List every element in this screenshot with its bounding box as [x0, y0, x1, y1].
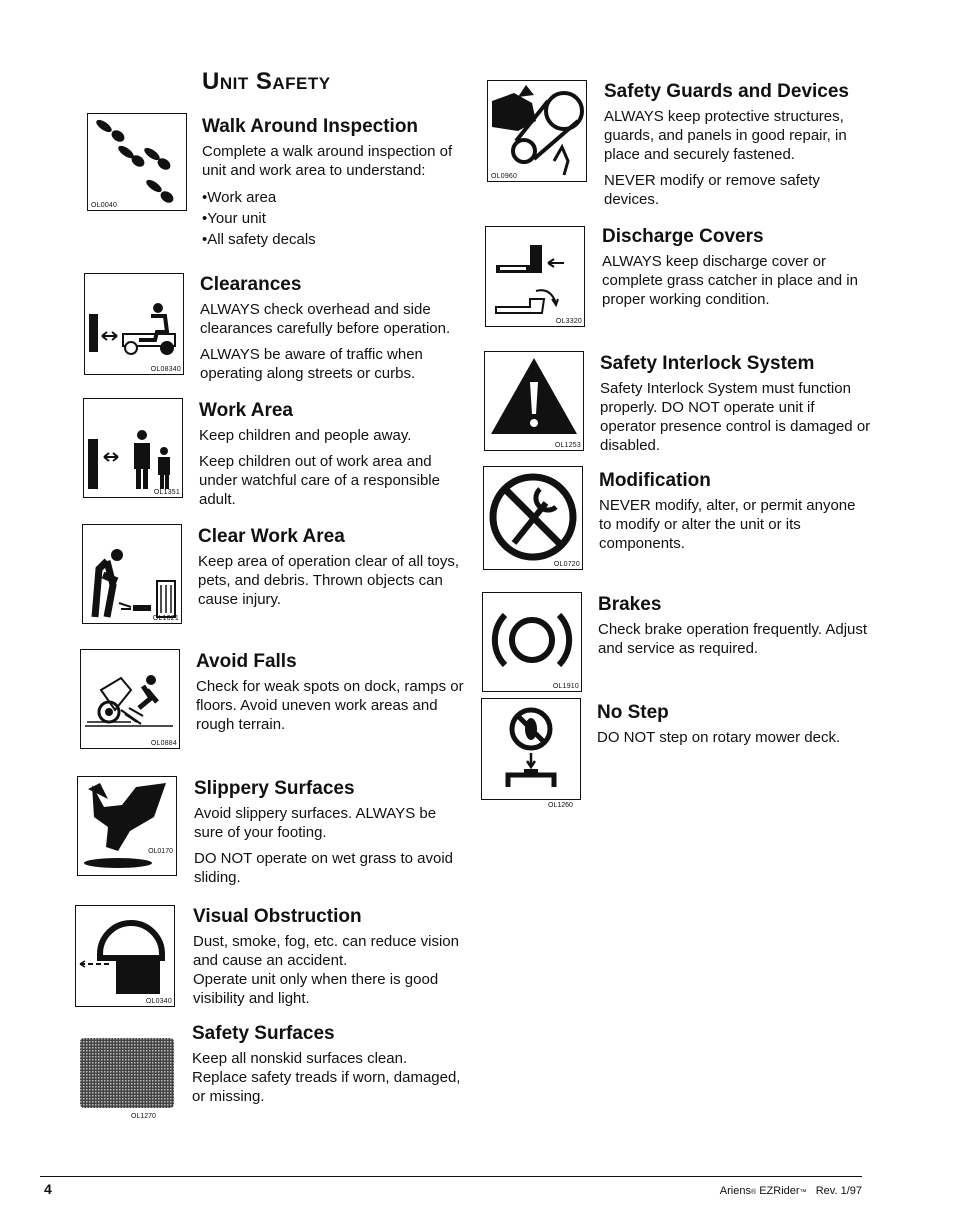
icon-code: OL3320 [555, 318, 582, 325]
icon-code: OL0040 [91, 202, 118, 209]
section-title: Safety Guards and Devices [604, 81, 849, 102]
section-title: No Step [597, 702, 669, 723]
paragraph: Dust, smoke, fog, etc. can reduce vision and cause an accident. [193, 933, 459, 969]
paragraph: ALWAYS keep protective structures, guards, and panels in good repair, in place and securely fastened. [604, 108, 847, 163]
clear-work-area-debris-icon [82, 524, 182, 624]
paragraph: Safety Interlock System must function properly. DO NOT operate unit if operator presence control is damaged or disabled. [600, 380, 871, 454]
work-area-people-icon [83, 398, 183, 498]
icon-code: OL1260 [548, 802, 573, 809]
product-name: EZRider [756, 1185, 800, 1197]
section-modification [599, 470, 871, 560]
paragraph: Complete a walk around inspection of unit and work area to understand: [202, 143, 453, 179]
page-number: 4 [44, 1181, 52, 1197]
footer-divider [40, 1176, 862, 1177]
icon-code: OL0884 [150, 740, 177, 747]
warning-triangle-icon [484, 351, 584, 451]
section-title: Modification [599, 470, 711, 491]
icon-code: OL1351 [153, 489, 180, 496]
clearances-mower-icon [84, 273, 184, 375]
section-safety-interlock-system [600, 353, 872, 462]
section-safety-guards-and-devices [604, 81, 872, 216]
modification-prohibited-wrench-icon [483, 466, 583, 570]
section-title: Safety Interlock System [600, 353, 815, 374]
icon-code: OL0720 [553, 561, 580, 568]
icon-code: OL0340 [145, 998, 172, 1005]
icon-code: OL08340 [150, 366, 181, 373]
brake-icon [482, 592, 582, 692]
icon-code: OL1253 [554, 442, 581, 449]
paragraph: Avoid slippery surfaces. ALWAYS be sure of your footing. [194, 805, 437, 841]
paragraph: Keep area of operation clear of all toys, pets, and debris. Thrown objects can cause injury. [198, 553, 459, 608]
list-item: • Work area [202, 187, 472, 208]
registered-mark: ® [750, 1189, 757, 1196]
list-item: • Your unit [202, 208, 472, 229]
section-brakes [598, 594, 870, 665]
trademark-mark: ™ [799, 1189, 807, 1196]
paragraph: Check for weak spots on dock, ramps or floors. Avoid uneven work areas and rough terrain. [196, 678, 464, 733]
section-title: Brakes [598, 594, 662, 615]
paragraph: ALWAYS keep discharge cover or complete grass catcher in place and in proper working condition. [602, 253, 858, 308]
paragraph: Check brake operation frequently. Adjust and service as required. [598, 621, 868, 657]
footer-brand [720, 1185, 862, 1197]
paragraph: ALWAYS check overhead and side clearances carefully before operation. [200, 301, 451, 337]
section-title: Discharge Covers [602, 226, 764, 247]
paragraph: Operate unit only when there is good visibility and light. [193, 971, 439, 1007]
visual-obstruction-helmet-icon [75, 905, 175, 1007]
icon-code: OL1910 [552, 683, 579, 690]
revision: Rev. 1/97 [815, 1185, 862, 1197]
section-visual-obstruction [193, 906, 465, 1015]
paragraph: Keep all nonskid surfaces clean. Replace safety treads if worn, damaged, or missing. [192, 1050, 461, 1105]
section-walk-around-inspection [202, 116, 472, 250]
discharge-cover-icon [485, 226, 585, 327]
icon-code: OL1021 [152, 615, 179, 622]
section-discharge-covers [602, 226, 870, 316]
paragraph: NEVER modify or remove safety devices. [604, 172, 820, 208]
section-avoid-falls [196, 651, 474, 741]
brand-name: Ariens [719, 1185, 751, 1197]
section-no-step [597, 702, 869, 754]
paragraph: ALWAYS be aware of traffic when operating along streets or curbs. [200, 346, 423, 382]
paragraph: Keep children and people away. [199, 427, 412, 444]
section-title: Clearances [200, 274, 302, 295]
section-title: Avoid Falls [196, 651, 297, 672]
safety-surface-tread-icon [80, 1038, 174, 1108]
section-slippery-surfaces [194, 778, 466, 894]
safety-guards-belt-hand-icon [487, 80, 587, 182]
paragraph: DO NOT step on rotary mower deck. [597, 729, 841, 746]
avoid-falls-tipping-mower-icon [80, 649, 180, 749]
section-safety-surfaces [192, 1023, 464, 1113]
section-clear-work-area [198, 526, 476, 616]
icon-code: OL0170 [148, 848, 173, 855]
icon-code: OL1270 [131, 1113, 156, 1120]
section-title: Clear Work Area [198, 526, 345, 547]
icon-code: OL0960 [491, 173, 518, 180]
paragraph: NEVER modify, alter, or permit anyone to modify or alter the unit or its components. [599, 497, 856, 552]
slippery-surface-foot-icon [77, 776, 177, 876]
section-title: Walk Around Inspection [202, 116, 419, 137]
no-step-icon [481, 698, 581, 800]
section-title: Safety Surfaces [192, 1023, 335, 1044]
paragraph: DO NOT operate on wet grass to avoid sliding. [194, 850, 454, 886]
section-clearances [200, 274, 475, 390]
bullet-list [202, 187, 472, 250]
section-title: Work Area [199, 400, 293, 421]
page-title: Unit Safety [202, 68, 331, 95]
list-item: • All safety decals [202, 229, 472, 250]
paragraph: Keep children out of work area and under watchful care of a responsible adult. [199, 453, 440, 508]
walk-around-footprints-icon [87, 113, 187, 211]
section-work-area [199, 400, 474, 516]
section-title: Slippery Surfaces [194, 778, 355, 799]
section-title: Visual Obstruction [193, 906, 362, 927]
